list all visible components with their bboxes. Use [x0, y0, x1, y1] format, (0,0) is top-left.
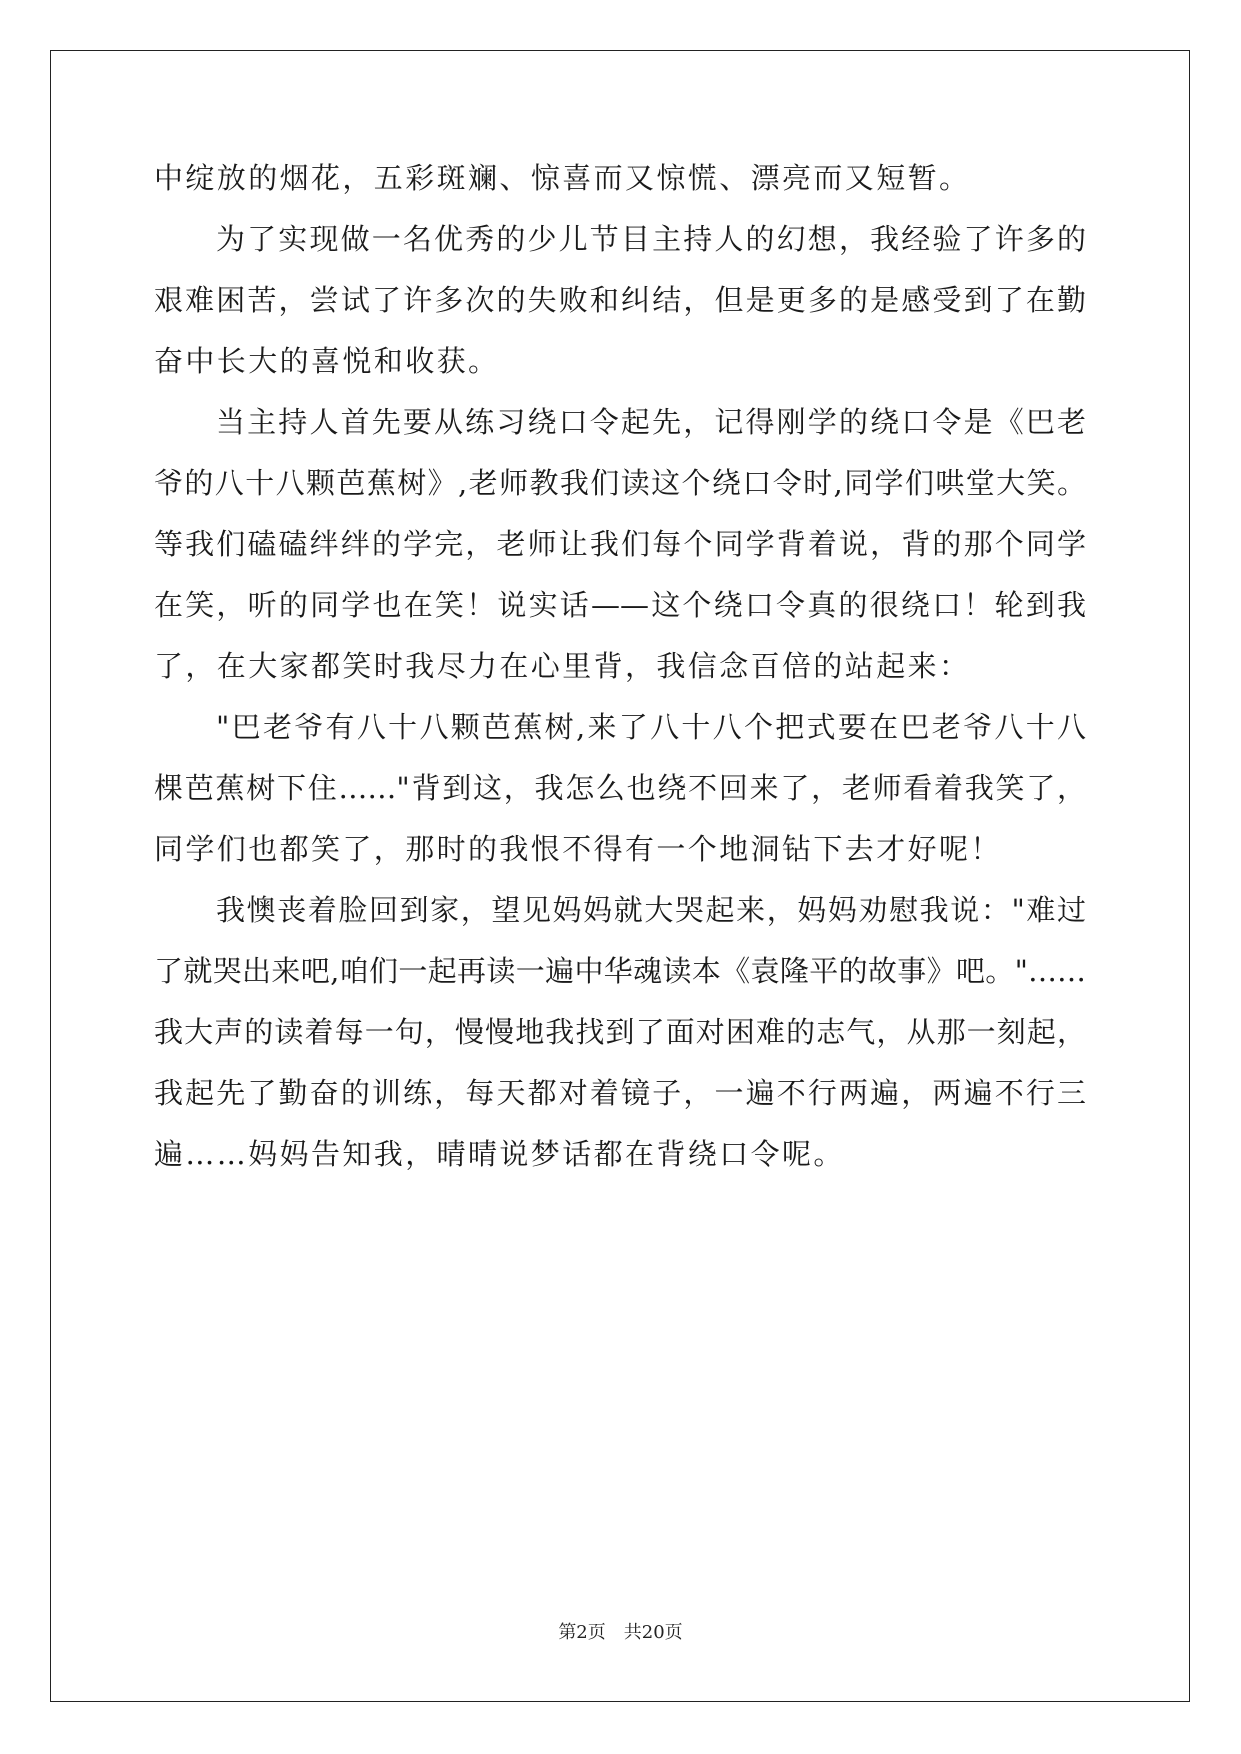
text-line: 我大声的读着每一句，慢慢地我找到了面对困难的志气，从那一刻起， — [154, 1015, 1086, 1049]
text-line: 我懊丧着脸回到家，望见妈妈就大哭起来，妈妈劝慰我说："难过 — [216, 893, 1086, 927]
text-line: 为了实现做一名优秀的少儿节目主持人的幻想，我经验了许多的 — [216, 222, 1086, 256]
text-line: 棵芭蕉树下住……"背到这，我怎么也绕不回来了，老师看着我笑了， — [154, 771, 1086, 805]
text-line: 在笑，听的同学也在笑！说实话——这个绕口令真的很绕口！轮到我 — [154, 588, 1086, 622]
text-line: 同学们也都笑了，那时的我恨不得有一个地洞钻下去才好呢！ — [154, 832, 1002, 866]
text-line: 遍……妈妈告知我，晴晴说梦话都在背绕口令呢。 — [154, 1137, 845, 1171]
text-line: 等我们磕磕绊绊的学完，老师让我们每个同学背着说，背的那个同学 — [154, 527, 1086, 561]
text-line: 了，在大家都笑时我尽力在心里背，我信念百倍的站起来： — [154, 649, 971, 683]
page-total: 共20页 — [623, 1622, 683, 1643]
page-number: 第2页 — [558, 1622, 606, 1643]
text-line: 我起先了勤奋的训练，每天都对着镜子，一遍不行两遍，两遍不行三 — [154, 1076, 1086, 1110]
text-line: 爷的八十八颗芭蕉树》,老师教我们读这个绕口令时,同学们哄堂大笑。 — [154, 466, 1086, 500]
text-line: 中绽放的烟花，五彩斑斓、惊喜而又惊慌、漂亮而又短暂。 — [154, 161, 971, 195]
document-body — [154, 161, 1086, 1198]
text-line: "巴老爷有八十八颗芭蕉树,来了八十八个把式要在巴老爷八十八 — [216, 710, 1086, 744]
text-line: 奋中长大的喜悦和收获。 — [154, 344, 500, 378]
text-line: 艰难困苦，尝试了许多次的失败和纠结，但是更多的是感受到了在勤 — [154, 283, 1086, 317]
page-footer — [0, 1618, 1241, 1644]
text-line: 了就哭出来吧,咱们一起再读一遍中华魂读本《袁隆平的故事》吧。"…… — [154, 954, 1086, 988]
text-line: 当主持人首先要从练习绕口令起先，记得刚学的绕口令是《巴老 — [216, 405, 1086, 439]
